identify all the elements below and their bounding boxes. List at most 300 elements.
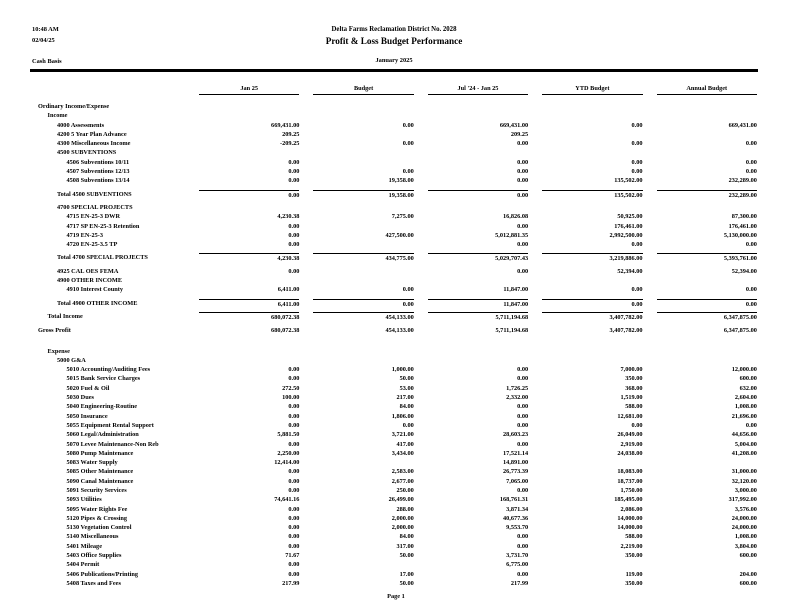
cell-value: 2,604.00	[734, 394, 757, 402]
cell-value: 176,461.00	[614, 222, 643, 230]
cell-value	[657, 130, 757, 139]
cell-value: 135,502.00	[614, 177, 643, 185]
report-row	[30, 176, 758, 185]
row-label: 5060 Legal/Administration	[66, 431, 139, 439]
row-label: 5083 Water Supply	[66, 459, 118, 467]
cell-value: 350.00	[625, 579, 643, 587]
row-label: 5093 Utilities	[66, 496, 102, 504]
cell-value	[313, 560, 413, 569]
report-row	[30, 121, 758, 130]
cell-value	[199, 356, 299, 365]
cell-value: 24,038.00	[617, 449, 643, 457]
cell-value: 632.00	[739, 384, 757, 392]
cell-value: 14,000.00	[617, 524, 643, 532]
cell-value	[313, 240, 413, 249]
cell-value: 1,519.00	[620, 394, 643, 402]
cell-value: 0.00	[517, 158, 529, 166]
cell-value: 100.00	[282, 394, 300, 402]
cell-value: 1,008.00	[734, 533, 757, 541]
cell-value	[542, 560, 642, 569]
cell-value: 1,726.25	[506, 384, 529, 392]
cell-value: 7,000.00	[620, 366, 643, 374]
cell-value: 680,072.38	[199, 312, 299, 322]
cell-value: 0.00	[517, 440, 529, 448]
row-label: Expense	[47, 347, 70, 355]
cell-value	[657, 203, 757, 212]
report-header	[30, 0, 758, 76]
header-divider	[30, 69, 758, 72]
cell-value	[313, 458, 413, 467]
cell-value: 84.00	[399, 533, 414, 541]
cell-value	[428, 347, 528, 356]
row-label: Income	[47, 112, 68, 120]
cell-value: 119.00	[625, 570, 643, 578]
cell-value: 6,347,875.00	[723, 327, 757, 335]
cell-value: 0.00	[288, 561, 300, 569]
cell-value: 0.00	[402, 168, 414, 176]
report-row	[30, 495, 758, 504]
report-row	[30, 505, 758, 514]
report-row	[30, 365, 758, 374]
report-row	[30, 542, 758, 551]
cell-value: 0.00	[657, 299, 757, 309]
cell-value	[542, 102, 642, 111]
cell-value: 3,731.70	[506, 552, 529, 560]
report-row	[30, 579, 758, 588]
cell-value: 2,250.00	[277, 449, 300, 457]
cell-value: 3,721.00	[391, 431, 414, 439]
report-row	[30, 532, 758, 541]
cell-value: 1,806.00	[391, 412, 414, 420]
report-row	[30, 222, 758, 231]
cell-value: 87,300.00	[731, 213, 757, 221]
cell-value: 588.00	[625, 533, 643, 541]
cell-value: 28,603.23	[502, 431, 529, 439]
cell-value: 9,553.70	[506, 524, 529, 532]
cell-value: 26,773.39	[502, 468, 529, 476]
cell-value: 0.00	[288, 412, 300, 420]
cell-value: 0.00	[517, 533, 529, 541]
row-label: 5055 Equipment Rental Support	[66, 421, 154, 429]
cell-value: 0.00	[517, 412, 529, 420]
cell-value: 272.50	[282, 384, 300, 392]
cell-value: 0.00	[517, 241, 529, 249]
cell-value: 14,000.00	[617, 514, 643, 522]
row-label: 4508 Subventions 13/14	[66, 177, 130, 185]
row-label: 5080 Pump Maintenance	[66, 449, 134, 457]
cell-value	[313, 148, 413, 157]
cell-value: 0.00	[313, 299, 413, 309]
report-row	[30, 190, 758, 199]
cell-value	[542, 356, 642, 365]
report-row	[30, 374, 758, 383]
report-row	[30, 467, 758, 476]
row-label: Total 4500 SUBVENTIONS	[57, 190, 132, 198]
report-row	[30, 326, 758, 335]
row-label: 4500 SUBVENTIONS	[57, 149, 117, 157]
cell-value: 0.00	[288, 486, 300, 494]
report-row	[30, 148, 758, 157]
cell-value	[428, 276, 528, 285]
cell-value: 0.00	[542, 299, 642, 309]
cell-value	[199, 102, 299, 111]
cell-value	[657, 111, 757, 120]
report-row	[30, 212, 758, 221]
cell-value: 5,711,194.68	[495, 327, 529, 335]
cell-value	[313, 158, 413, 167]
column-header: YTD Budget	[542, 85, 642, 95]
cell-value: 11,847.00	[428, 299, 528, 309]
cell-value: 0.00	[631, 140, 643, 148]
cell-value: 5,393,761.00	[657, 253, 757, 263]
cell-value	[657, 347, 757, 356]
report-row	[30, 514, 758, 523]
cell-value: 5,004.00	[734, 440, 757, 448]
cell-value: 21,696.00	[731, 412, 757, 420]
report-row	[30, 449, 758, 458]
report-row	[30, 430, 758, 439]
column-header: Jan 25	[199, 85, 299, 95]
cell-value: 185,495.00	[614, 496, 643, 504]
cell-value	[313, 356, 413, 365]
cell-value: 0.00	[288, 375, 300, 383]
cell-value: 454,133.00	[313, 312, 413, 322]
row-label: Total 4900 OTHER INCOME	[57, 299, 138, 307]
cell-value: 0.00	[288, 421, 300, 429]
cell-value: 0.00	[288, 168, 300, 176]
cell-value: 0.00	[745, 286, 757, 294]
cell-value: 3,000.00	[734, 486, 757, 494]
cell-value: 2,992,500.00	[609, 231, 643, 239]
cell-value: 52,394.00	[731, 267, 757, 275]
report-rows	[30, 102, 758, 588]
row-label: Gross Profit	[38, 327, 71, 335]
cell-value: 0.00	[288, 231, 300, 239]
column-header: Jul '24 - Jan 25	[428, 85, 528, 95]
column-header: Annual Budget	[657, 85, 757, 95]
cell-value: 1,750.00	[620, 486, 643, 494]
column-header-row	[30, 78, 758, 95]
cell-value: 669,431.00	[271, 121, 300, 129]
cell-value: 600.00	[739, 579, 757, 587]
cell-value: 0.00	[517, 140, 529, 148]
cell-value	[542, 276, 642, 285]
cell-value: 600.00	[739, 375, 757, 383]
row-label: 4200 5 Year Plan Advance	[57, 130, 127, 138]
cell-value	[199, 276, 299, 285]
cell-value: 3,434.00	[391, 449, 414, 457]
cell-value: 2,677.00	[391, 477, 414, 485]
cell-value: 317.00	[396, 542, 414, 550]
row-label: 5040 Engineering-Routine	[66, 403, 137, 411]
cell-value: 44,656.00	[731, 431, 757, 439]
cell-value: 0.00	[288, 570, 300, 578]
cell-value: 0.00	[288, 158, 300, 166]
report-row	[30, 393, 758, 402]
cell-value: 17,521.14	[502, 449, 529, 457]
cell-value: 250.00	[396, 486, 414, 494]
report-row	[30, 458, 758, 467]
cell-value: 0.00	[631, 158, 643, 166]
cell-value	[542, 203, 642, 212]
cell-value: 24,000.00	[731, 514, 757, 522]
cell-value	[313, 267, 413, 276]
report-row	[30, 477, 758, 486]
cell-value	[657, 458, 757, 467]
cell-value: 12,414.00	[274, 459, 300, 467]
cell-value	[428, 203, 528, 212]
cell-value: 2,219.00	[620, 542, 643, 550]
row-label: 5091 Security Services	[66, 486, 127, 494]
cell-value: 0.00	[517, 222, 529, 230]
cell-value	[313, 130, 413, 139]
report-row	[30, 158, 758, 167]
cell-value: 0.00	[631, 286, 643, 294]
cell-value: 3,804.00	[734, 542, 757, 550]
cell-value: 680,072.38	[271, 327, 300, 335]
cell-value: 0.00	[517, 267, 529, 275]
row-label: 5050 Insurance	[66, 412, 108, 420]
report-row	[30, 440, 758, 449]
cell-value: 0.00	[288, 524, 300, 532]
cell-value: 0.00	[745, 140, 757, 148]
row-label: 4506 Subventions 10/11	[66, 158, 130, 166]
cell-value: 6,411.00	[199, 299, 299, 309]
cell-value: 232,289.00	[728, 177, 757, 185]
cell-value: 0.00	[745, 168, 757, 176]
cell-value: 0.00	[402, 421, 414, 429]
cell-value: 1,000.00	[391, 366, 414, 374]
cell-value: 4,230.38	[277, 213, 300, 221]
cell-value: 0.00	[288, 514, 300, 522]
page-number: Page 1	[387, 593, 405, 600]
cell-value	[542, 458, 642, 467]
cell-value: 3,576.00	[734, 505, 757, 513]
cell-value: 350.00	[625, 552, 643, 560]
report-row	[30, 276, 758, 285]
cell-value: -209.25	[279, 140, 300, 148]
cell-value: 217.99	[282, 579, 300, 587]
cell-value: 2,332.00	[506, 394, 529, 402]
row-label: 5030 Dues	[66, 394, 94, 402]
cell-value: 0.00	[631, 168, 643, 176]
cell-value: 0.00	[631, 121, 643, 129]
row-label: 5403 Office Supplies	[66, 552, 122, 560]
cell-value: 0.00	[745, 241, 757, 249]
cell-value: 19,358.00	[388, 177, 414, 185]
cell-value: 0.00	[517, 168, 529, 176]
row-label: 4715 EN-25-3 DWR	[66, 213, 121, 221]
row-label: 4900 OTHER INCOME	[57, 277, 123, 285]
cell-value: 12,681.00	[617, 412, 643, 420]
cell-value: 2,000.00	[391, 524, 414, 532]
cell-value: 71.67	[285, 552, 300, 560]
cell-value	[428, 102, 528, 111]
cell-value	[657, 148, 757, 157]
cell-value	[657, 356, 757, 365]
row-label: 5408 Taxes and Fees	[66, 579, 121, 587]
report-title: Profit & Loss Budget Performance	[325, 36, 463, 46]
cell-value: 209.25	[510, 130, 529, 138]
cell-value	[428, 111, 528, 120]
cell-value: 0.00	[288, 440, 300, 448]
cell-value: 26,499.00	[388, 496, 414, 504]
cell-value: 0.00	[199, 190, 299, 200]
cell-value: 600.00	[739, 552, 757, 560]
row-label: 4925 CAL OES FEMA	[57, 267, 119, 275]
cell-value: 0.00	[288, 477, 300, 485]
cell-value: 6,347,875.00	[657, 312, 757, 322]
cell-value: 317,992.00	[728, 496, 757, 504]
row-label: 5406 Publications/Printing	[66, 570, 139, 578]
cell-value: 0.00	[745, 421, 757, 429]
cell-value	[313, 203, 413, 212]
cell-value: 350.00	[625, 375, 643, 383]
row-label: 4720 EN-25-3.5 TP	[66, 241, 118, 249]
report-row	[30, 240, 758, 249]
report-row	[30, 299, 758, 308]
report-row	[30, 130, 758, 139]
cell-value: 0.00	[288, 222, 300, 230]
cell-value: 18,083.00	[617, 468, 643, 476]
report-row	[30, 570, 758, 579]
cell-value: 0.00	[288, 366, 300, 374]
cell-value: 19,358.00	[313, 190, 413, 200]
cell-value: 50.00	[399, 579, 414, 587]
cell-value: 84.00	[399, 403, 414, 411]
cell-value: 0.00	[517, 403, 529, 411]
cell-value: 0.00	[631, 241, 643, 249]
cell-value: 0.00	[288, 468, 300, 476]
row-label: Ordinary Income/Expense	[38, 103, 110, 110]
report-row	[30, 402, 758, 411]
cell-value: 7,065.00	[506, 477, 529, 485]
row-label: 4719 EN-25-3	[66, 231, 104, 239]
cell-value	[199, 347, 299, 356]
row-label: 4910 Interest County	[66, 286, 124, 294]
cell-value: 434,775.00	[313, 253, 413, 263]
column-header: Budget	[313, 85, 413, 95]
cell-value: 217.99	[510, 579, 529, 587]
cell-value: 14,891.00	[502, 459, 529, 467]
cell-value: 0.00	[517, 366, 529, 374]
cell-value: 2,583.00	[391, 468, 414, 476]
report-row	[30, 347, 758, 356]
cell-value: 11,847.00	[503, 286, 529, 294]
cell-value: 232,289.00	[657, 190, 757, 200]
report-row	[30, 139, 758, 148]
cell-value: 3,219,886.00	[542, 253, 642, 263]
cell-value: 0.00	[288, 267, 300, 275]
cell-value: 0.00	[288, 241, 300, 249]
cell-value	[313, 111, 413, 120]
cell-value: 52,394.00	[617, 267, 643, 275]
report-row	[30, 102, 758, 111]
cell-value: 1,008.00	[734, 403, 757, 411]
row-label: 5090 Canal Maintenance	[66, 477, 134, 485]
cell-value	[313, 102, 413, 111]
print-date: 02/04/25	[32, 37, 55, 44]
row-label: 4507 Subventions 12/13	[66, 168, 130, 176]
cell-value: 588.00	[625, 403, 643, 411]
cell-value: 50.00	[399, 375, 414, 383]
print-time: 10:48 AM	[32, 26, 59, 33]
cell-value: 5,012,881.35	[495, 231, 529, 239]
cell-value: 368.00	[625, 384, 643, 392]
cell-value	[657, 102, 757, 111]
report-row	[30, 412, 758, 421]
company-name: Delta Farms Reclamation District No. 2028	[331, 26, 457, 33]
report-row	[30, 421, 758, 430]
row-label: 5085 Other Maintenance	[66, 468, 134, 476]
report-row	[30, 231, 758, 240]
cell-value: 24,000.00	[731, 524, 757, 532]
report-row	[30, 523, 758, 532]
cell-value: 217.00	[396, 394, 414, 402]
cell-value	[542, 111, 642, 120]
cell-value: 0.00	[517, 177, 529, 185]
row-label: 5404 Permit	[66, 561, 100, 569]
cell-value: 5,881.50	[277, 431, 300, 439]
cell-value: 5,029,707.43	[428, 253, 528, 263]
accounting-basis: Cash Basis	[32, 58, 62, 65]
cell-value: 0.00	[517, 542, 529, 550]
cell-value: 0.00	[288, 403, 300, 411]
cell-value	[542, 148, 642, 157]
cell-value: 4,230.38	[199, 253, 299, 263]
cell-value: 135,502.00	[542, 190, 642, 200]
row-label: 5020 Fuel & Oil	[66, 384, 110, 392]
report-row	[30, 253, 758, 262]
cell-value	[542, 130, 642, 139]
cell-value: 0.00	[402, 286, 414, 294]
cell-value: 0.00	[288, 533, 300, 541]
cell-value: 0.00	[288, 505, 300, 513]
cell-value: 168,761.31	[499, 496, 529, 504]
report-row	[30, 551, 758, 560]
row-label: 5140 Miscellaneous	[66, 533, 119, 541]
row-label: 5130 Vegetation Control	[66, 524, 132, 532]
row-label: 4717 SP EN-25-3 Retention	[66, 222, 140, 230]
cell-value	[313, 347, 413, 356]
cell-value: 5,130,000.00	[723, 231, 757, 239]
cell-value: 50,925.00	[617, 213, 643, 221]
cell-value	[199, 148, 299, 157]
cell-value: 7,275.00	[391, 213, 414, 221]
cell-value: 32,120.00	[731, 477, 757, 485]
cell-value	[657, 276, 757, 285]
cell-value: 0.00	[428, 190, 528, 200]
report-row	[30, 267, 758, 276]
cell-value: 50.00	[399, 552, 414, 560]
cell-value: 0.00	[402, 140, 414, 148]
cell-value: 5,711,194.68	[428, 312, 528, 322]
cell-value: 41,208.00	[731, 449, 757, 457]
cell-value: 288.00	[396, 505, 414, 513]
cell-value	[199, 203, 299, 212]
report-row	[30, 384, 758, 393]
row-label: 4300 Miscellaneous Income	[57, 140, 131, 148]
cell-value	[428, 148, 528, 157]
cell-value: 0.00	[631, 421, 643, 429]
cell-value: 0.00	[517, 375, 529, 383]
report-period: January 2025	[375, 57, 413, 64]
row-label: 5120 Pipes & Crossing	[66, 514, 128, 522]
report-row	[30, 285, 758, 294]
cell-value: 31,000.00	[731, 468, 757, 476]
report-table	[30, 78, 758, 588]
cell-value	[657, 560, 757, 569]
